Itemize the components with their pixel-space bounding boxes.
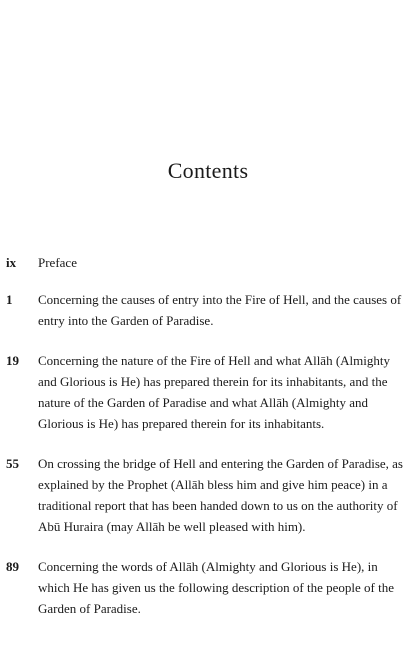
toc-entry-title: Concerning the words of Allāh (Almighty and Glorious is He), in which He has given us the following description of the people of the Garden of Paradise. [38,559,394,616]
toc-page-number: 55 [6,456,19,471]
toc-entry-crossing-the-bridge [6,453,410,537]
toc-entry-title: Preface [38,255,77,270]
toc-entry-causes-of-entry [6,289,410,331]
toc-page-number: 19 [6,353,19,368]
toc-page-number: ix [6,255,17,270]
toc-page-number: 1 [6,292,13,307]
toc-entry-people-of-paradise [6,556,410,619]
page-title: Contents [167,158,249,183]
toc-entry-title: Concerning the causes of entry into the Fire of Hell, and the causes of entry into the Garden of Paradise. [38,292,402,328]
toc-entry-title: Concerning the nature of the Fire of Hell and what Allāh (Almighty and Glorious is He) has prepared therein for its inhabitants, and the nature of the Garden of Paradise and what Allāh (Almighty and Glorious is He) has prepared therein for its inhabitants. [38,353,390,431]
toc-entry-title: On crossing the bridge of Hell and entering the Garden of Paradise, as explained by the Prophet (Allāh bless him and give him peace) in a traditional report that has been handed down to us on the authority of Abū Huraira (may Allāh be well pleased with him). [38,456,403,534]
toc-entry-nature-of-fire-and-garden [6,350,410,434]
toc-entry-preface [6,252,410,273]
toc-page-number: 89 [6,559,19,574]
table-of-contents [6,252,410,638]
